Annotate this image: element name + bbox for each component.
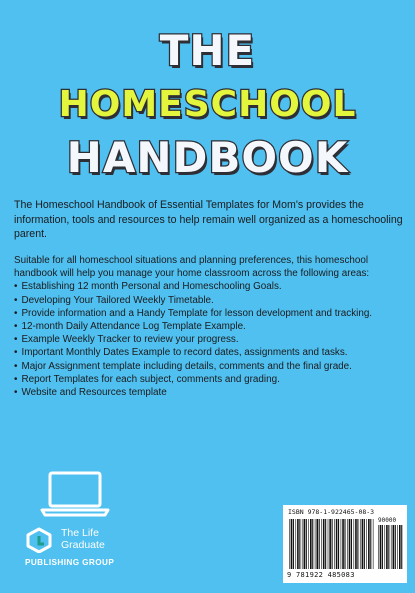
- list-item: • Establishing 12 month Personal and Homeschooling Goals.: [14, 280, 410, 293]
- title-line-the: THE: [159, 26, 256, 75]
- publisher-name-line1: The Life: [61, 527, 99, 539]
- list-item: • Provide information and a Handy Template for lesson development and tracking.: [14, 307, 410, 320]
- laptop-icon: [40, 470, 110, 518]
- publisher-name-line2: Graduate: [61, 539, 105, 551]
- isbn-text: ISBN 978-1-922465-08-3: [288, 508, 375, 516]
- list-item: • Important Monthly Dates Example to record dates, assignments and tasks.: [14, 346, 410, 359]
- intro-paragraph: The Homeschool Handbook of Essential Templates for Mom's provides the information, tools and resources to help remain well organized as a homeschooling parent.: [14, 199, 403, 241]
- list-item: • Report Templates for each subject, comments and grading.: [14, 373, 410, 386]
- publisher-logo: [25, 527, 135, 577]
- title-line-homeschool: HOMESCHOOL: [58, 84, 357, 125]
- barcode-addon-number: 90000: [378, 517, 397, 524]
- list-item: • Example Weekly Tracker to review your progress.: [14, 333, 410, 346]
- publisher-name: [61, 527, 141, 551]
- list-item: • Developing Your Tailored Weekly Timetable.: [14, 294, 410, 307]
- barcode: [283, 505, 407, 583]
- areas-lead: Suitable for all homeschool situations and planning preferences, this homeschool handbook will help you manage your home classroom across the following areas:: [14, 255, 370, 280]
- list-item: • Major Assignment template including details, comments and the final grade.: [14, 360, 410, 373]
- list-item: • 12-month Daily Attendance Log Template Example.: [14, 320, 410, 333]
- title-line-handbook: HANDBOOK: [66, 133, 349, 182]
- barcode-bars: [288, 519, 374, 569]
- areas-list: [14, 280, 410, 399]
- barcode-addon-bars: [377, 525, 403, 569]
- barcode-digits: 9 781922 485083: [287, 571, 355, 579]
- publisher-group: PUBLISHING GROUP: [25, 558, 115, 567]
- list-item: • Website and Resources template: [14, 386, 410, 399]
- areas-section: [14, 254, 410, 399]
- publisher-mark-icon: [25, 527, 53, 553]
